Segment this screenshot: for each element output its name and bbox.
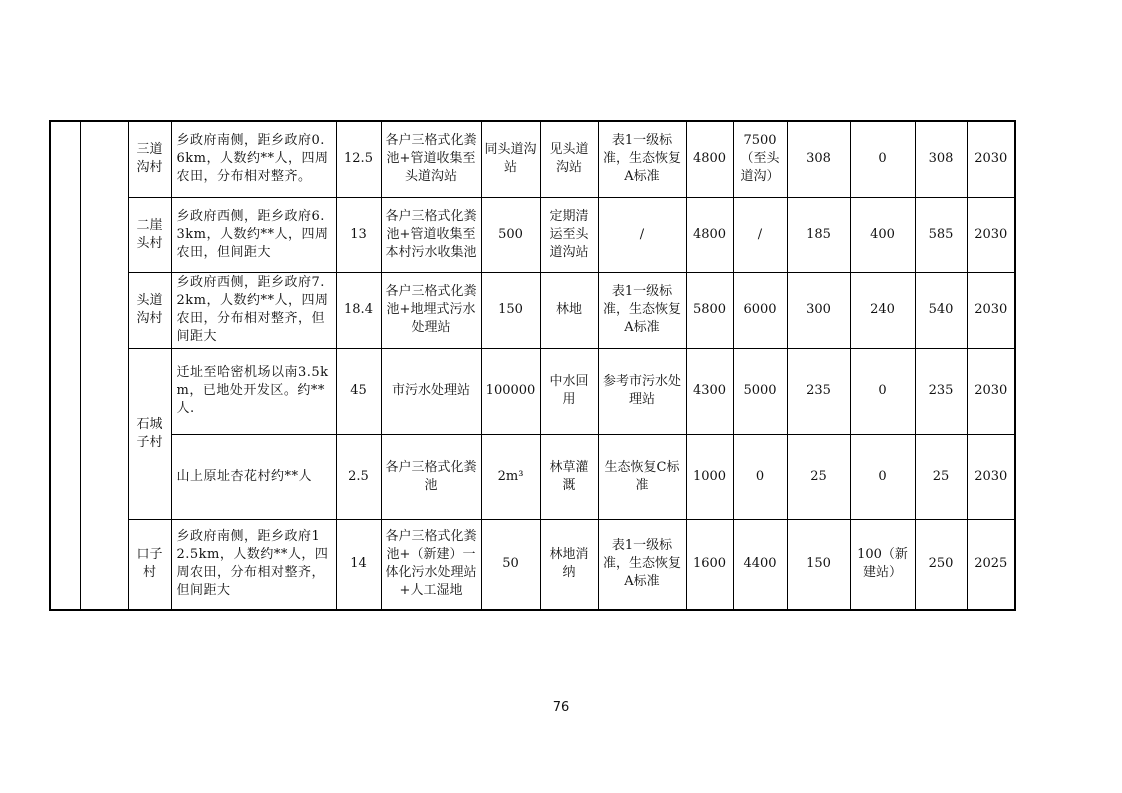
table-row — [50, 121, 1015, 197]
target-year: 2030 — [967, 272, 1015, 348]
effluent-destination: 林地 — [540, 272, 598, 348]
discharge-standard: 表1一级标准，生态恢复A标准 — [598, 519, 686, 610]
target-year: 2025 — [967, 519, 1015, 610]
treatment-scale: 100000 — [481, 348, 540, 434]
distance-value: 13 — [336, 197, 381, 272]
effluent-destination: 林地消纳 — [540, 519, 598, 610]
table-row — [50, 348, 1015, 434]
effluent-destination: 见头道沟站 — [540, 121, 598, 197]
value-cell-5: 25 — [915, 434, 967, 519]
value-cell-2: 0 — [733, 434, 787, 519]
target-year: 2030 — [967, 197, 1015, 272]
treatment-scale: 同头道沟站 — [481, 121, 540, 197]
discharge-standard: 参考市污水处理站 — [598, 348, 686, 434]
planning-table — [49, 120, 1016, 611]
table-row — [50, 434, 1015, 519]
value-cell-4: 240 — [850, 272, 915, 348]
value-cell-1: 5800 — [686, 272, 733, 348]
treatment-process: 各户三格式化粪池+地埋式污水处理站 — [381, 272, 481, 348]
value-cell-1: 4300 — [686, 348, 733, 434]
distance-value: 14 — [336, 519, 381, 610]
village-name: 石城子村 — [128, 348, 171, 519]
value-cell-5: 235 — [915, 348, 967, 434]
village-name: 二崖头村 — [128, 197, 171, 272]
value-cell-2: 7500（至头道沟） — [733, 121, 787, 197]
treatment-scale: 500 — [481, 197, 540, 272]
treatment-process: 各户三格式化粪池+（新建）一体化污水处理站+人工湿地 — [381, 519, 481, 610]
target-year: 2030 — [967, 434, 1015, 519]
target-year: 2030 — [967, 348, 1015, 434]
village-description: 乡政府西侧，距乡政府6.3km，人数约**人，四周农田，但间距大 — [171, 197, 336, 272]
value-cell-1: 4800 — [686, 121, 733, 197]
value-cell-5: 308 — [915, 121, 967, 197]
value-cell-4: 400 — [850, 197, 915, 272]
value-cell-5: 540 — [915, 272, 967, 348]
treatment-scale: 2m³ — [481, 434, 540, 519]
value-cell-3: 25 — [787, 434, 850, 519]
village-description: 迁址至哈密机场以南3.5km，已地处开发区。约**人. — [171, 348, 336, 434]
discharge-standard: / — [598, 197, 686, 272]
distance-value: 45 — [336, 348, 381, 434]
treatment-process: 各户三格式化粪池+管道收集至头道沟站 — [381, 121, 481, 197]
value-cell-3: 150 — [787, 519, 850, 610]
value-cell-2: / — [733, 197, 787, 272]
value-cell-5: 250 — [915, 519, 967, 610]
value-cell-3: 300 — [787, 272, 850, 348]
discharge-standard: 生态恢复C标准 — [598, 434, 686, 519]
village-name: 口子村 — [128, 519, 171, 610]
treatment-process: 各户三格式化粪池+管道收集至本村污水收集池 — [381, 197, 481, 272]
value-cell-1: 4800 — [686, 197, 733, 272]
distance-value: 2.5 — [336, 434, 381, 519]
value-cell-1: 1600 — [686, 519, 733, 610]
value-cell-3: 308 — [787, 121, 850, 197]
effluent-destination: 中水回用 — [540, 348, 598, 434]
value-cell-4: 100（新建站） — [850, 519, 915, 610]
effluent-destination: 定期清运至头道沟站 — [540, 197, 598, 272]
village-description: 乡政府南侧，距乡政府0.6km，人数约**人，四周农田，分布相对整齐。 — [171, 121, 336, 197]
value-cell-4: 0 — [850, 121, 915, 197]
treatment-process: 各户三格式化粪池 — [381, 434, 481, 519]
effluent-destination: 林草灌溉 — [540, 434, 598, 519]
distance-value: 12.5 — [336, 121, 381, 197]
value-cell-2: 6000 — [733, 272, 787, 348]
treatment-process: 市污水处理站 — [381, 348, 481, 434]
village-description: 乡政府西侧，距乡政府7.2km，人数约**人，四周农田，分布相对整齐，但间距大 — [171, 272, 336, 348]
distance-value: 18.4 — [336, 272, 381, 348]
table-row — [50, 272, 1015, 348]
village-name: 头道沟村 — [128, 272, 171, 348]
value-cell-4: 0 — [850, 348, 915, 434]
table-row — [50, 519, 1015, 610]
page-number: 76 — [552, 700, 570, 715]
value-cell-2: 5000 — [733, 348, 787, 434]
village-description: 山上原址杏花村约**人 — [171, 434, 336, 519]
value-cell-4: 0 — [850, 434, 915, 519]
table-row — [50, 197, 1015, 272]
treatment-scale: 50 — [481, 519, 540, 610]
treatment-scale: 150 — [481, 272, 540, 348]
discharge-standard: 表1一级标准，生态恢复A标准 — [598, 121, 686, 197]
village-description: 乡政府南侧，距乡政府12.5km，人数约**人，四周农田，分布相对整齐，但间距大 — [171, 519, 336, 610]
township-cell — [80, 121, 128, 610]
value-cell-5: 585 — [915, 197, 967, 272]
value-cell-2: 4400 — [733, 519, 787, 610]
value-cell-1: 1000 — [686, 434, 733, 519]
discharge-standard: 表1一级标准，生态恢复A标准 — [598, 272, 686, 348]
value-cell-3: 235 — [787, 348, 850, 434]
value-cell-3: 185 — [787, 197, 850, 272]
region-cell — [50, 121, 80, 610]
target-year: 2030 — [967, 121, 1015, 197]
village-name: 三道沟村 — [128, 121, 171, 197]
